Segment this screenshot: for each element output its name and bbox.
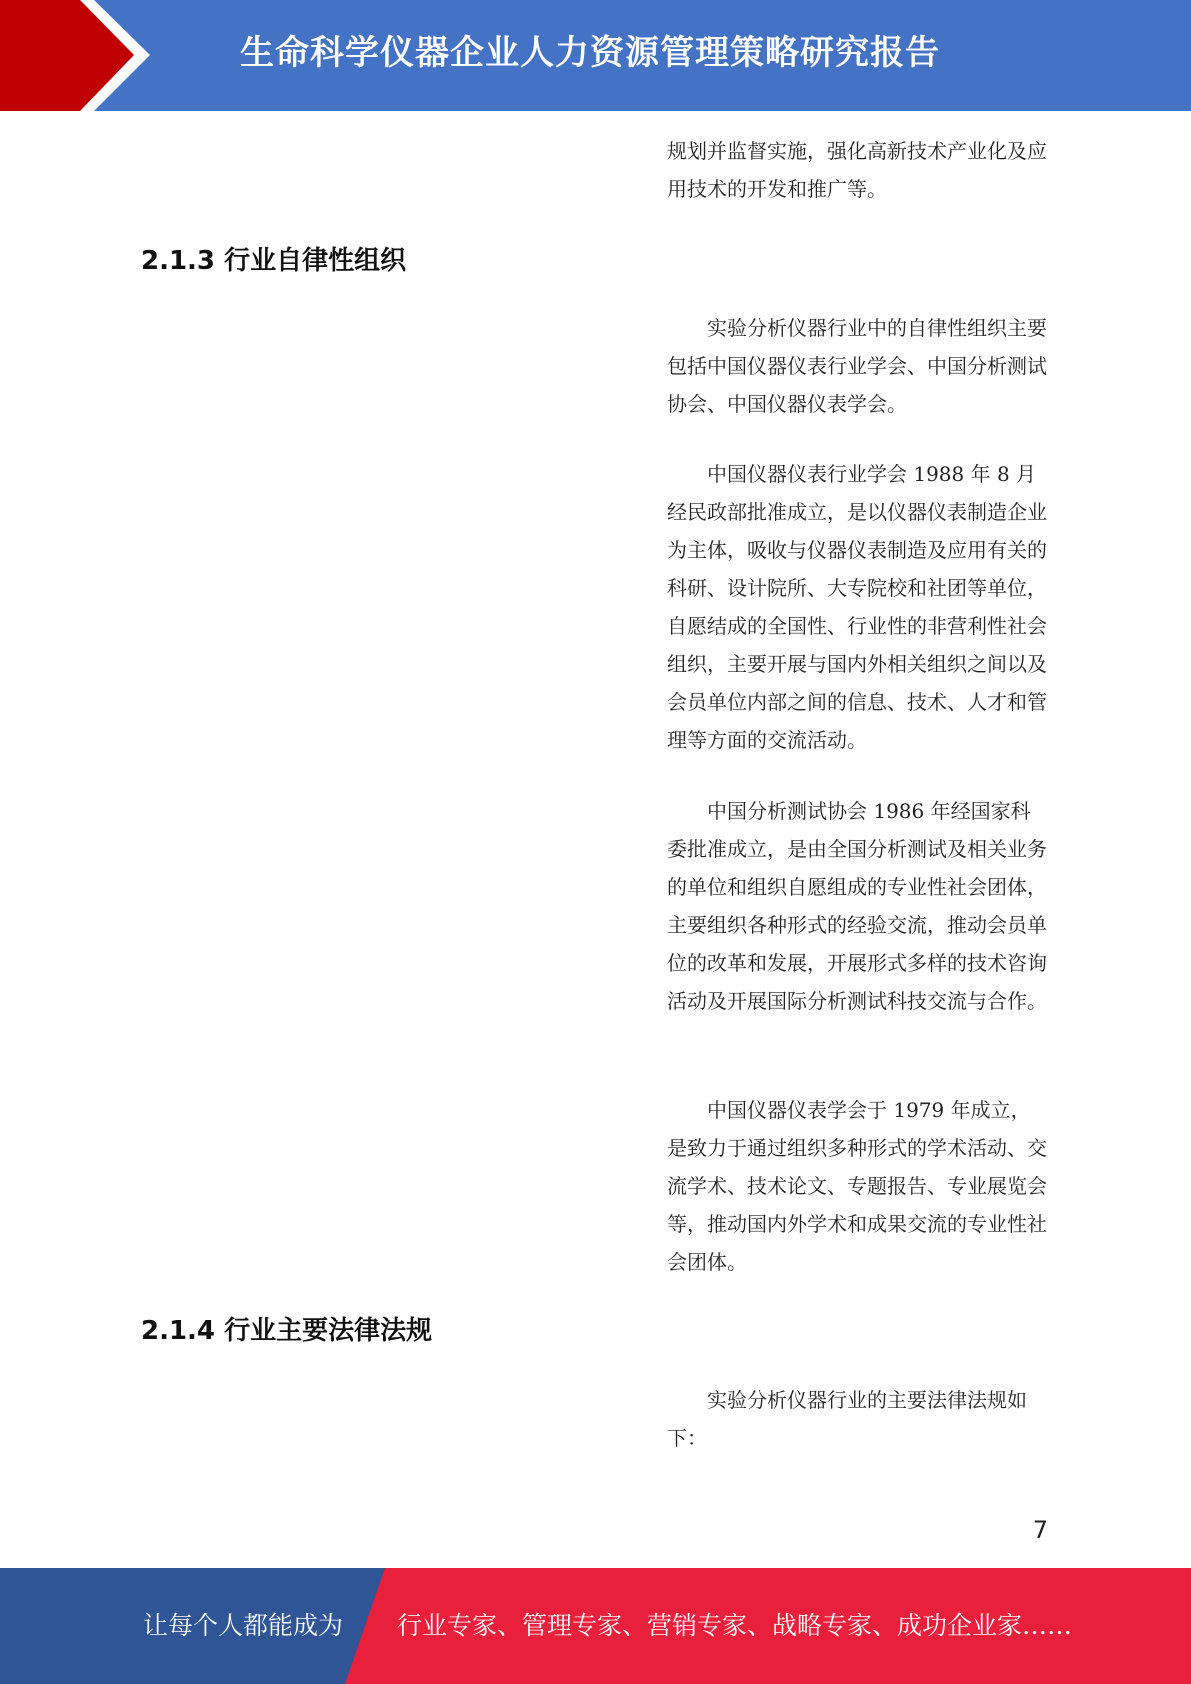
header-arrow-decoration	[0, 0, 160, 111]
footer-slogan-right: 行业专家、管理专家、营销专家、战略专家、成功企业家……	[397, 1611, 1073, 1640]
section-heading-2-1-4: 2.1.4 行业主要法律法规	[141, 1316, 433, 1346]
paragraph: 中国仪器仪表学会于 1979 年成立，是致力于通过组织多种形式的学术活动、交流学术、技术论文、专题报告、专业展览会等，推动国内外学术和成果交流的专业性社会团体。	[667, 1098, 1047, 1274]
paragraph: 中国仪器仪表行业学会 1988 年 8 月经民政部批准成立，是以仪器仪表制造企业为主体，吸收与仪器仪表制造及应用有关的科研、设计院所、大专院校和社团等单位，自愿结成的全国性、行业性的非营利性社会组织，主要开展与国内外相关组织之间以及会员单位内部之间的信息、技术、人才和管理等方面的交流活动。	[667, 462, 1047, 752]
paragraph: 中国分析测试协会 1986 年经国家科委批准成立，是由全国分析测试及相关业务的单位和组织自愿组成的专业性社会团体，主要组织各种形式的经验交流，推动会员单位的改革和发展，开展形式多样的技术咨询活动及开展国际分析测试科技交流与合作。	[667, 799, 1047, 1013]
paragraph: 实验分析仪器行业中的自律性组织主要包括中国仪器仪表行业学会、中国分析测试协会、中国仪器仪表学会。	[667, 316, 1047, 416]
page-header	[0, 0, 1191, 111]
page-number: 7	[1032, 1516, 1048, 1544]
intro-paragraph: 规划并监督实施，强化高新技术产业化及应用技术的开发和推广等。	[667, 139, 1047, 201]
paragraph: 实验分析仪器行业的主要法律法规如下：	[667, 1388, 1027, 1450]
section-heading-2-1-3: 2.1.3 行业自律性组织	[141, 246, 407, 276]
page-footer	[0, 1568, 1191, 1684]
footer-slogan-left: 让每个人都能成为	[143, 1611, 344, 1640]
report-title: 生命科学仪器企业人力资源管理策略研究报告	[240, 33, 940, 73]
